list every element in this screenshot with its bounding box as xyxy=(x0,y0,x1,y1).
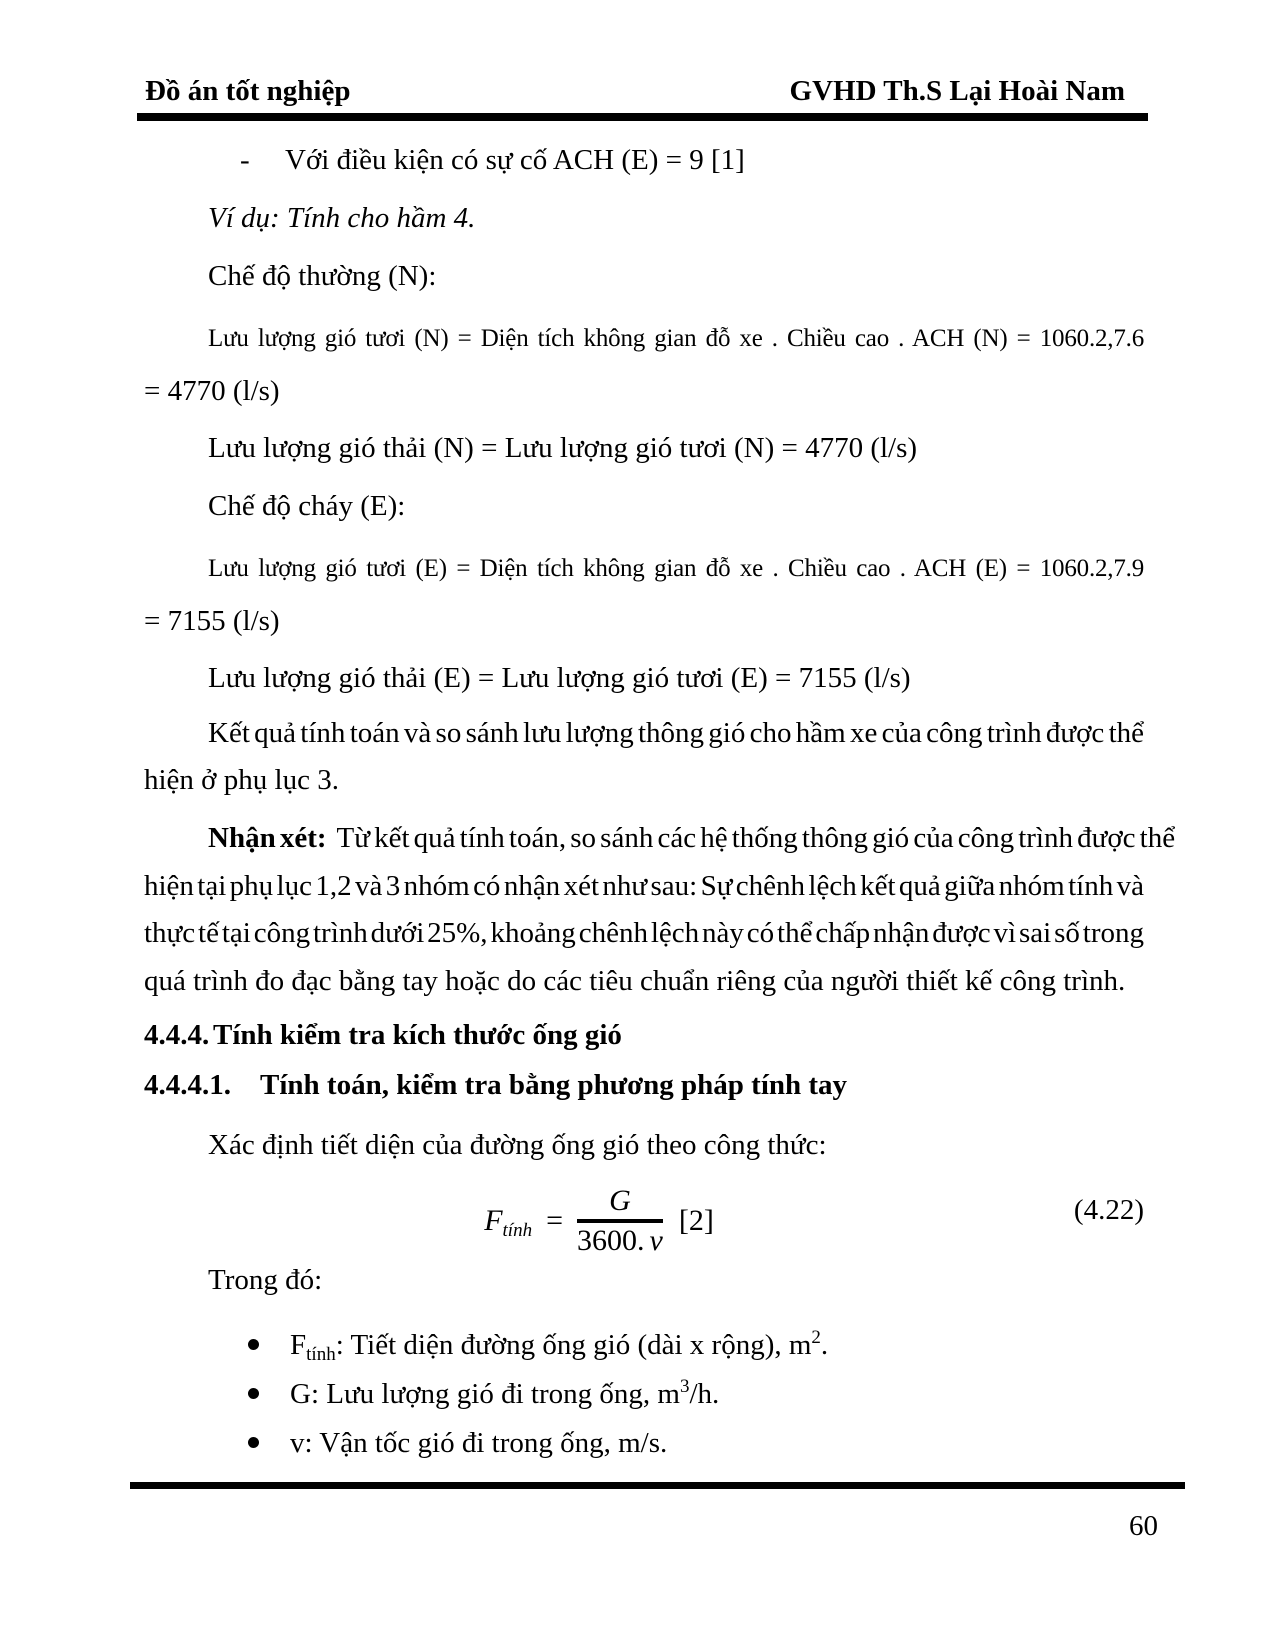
bullet-0-pre: F xyxy=(290,1329,307,1361)
exhaust-air-n-line: Lưu lượng gió thải (N) = Lưu lượng gió tươi (N) = 4770 (l/s) xyxy=(208,432,918,464)
formula-fraction xyxy=(577,1185,663,1257)
bullet-item-f-tinh xyxy=(144,1327,1144,1365)
formula-intro-line: Xác định tiết diện của đường ống gió theo công thức: xyxy=(208,1129,827,1161)
remark-paragraph-line2: hiện tại phụ lục 1,2 và 3 nhóm có nhận xét như sau: Sự chênh lệch kết quả giữa nhóm tính và xyxy=(144,870,1144,902)
page-content xyxy=(144,0,1176,1650)
formula-numerator: G xyxy=(609,1184,631,1217)
header-right-supervisor: GVHD Th.S Lại Hoài Nam xyxy=(789,75,1125,107)
bullet-0-sub: tính xyxy=(306,1344,336,1365)
fresh-air-e-line1: Lưu lượng gió tươi (E) = Diện tích không gian đỗ xe . Chiều cao . ACH (E) = 1060.2,7.9 xyxy=(208,555,1144,582)
remark-paragraph-line1 xyxy=(144,821,1176,855)
formula-lhs-subscript: tính xyxy=(502,1220,533,1241)
example-line: Ví dụ: Tính cho hầm 4. xyxy=(208,202,476,234)
formula-equals-sign: = xyxy=(546,1204,563,1237)
bullet-dot-icon xyxy=(248,1388,259,1399)
condition-line xyxy=(144,143,1144,177)
duct-area-formula xyxy=(99,1185,1099,1257)
remark-paragraph-line4: quá trình đo đạc bằng tay hoặc do các tiêu chuẩn riêng của người thiết kế công trình. xyxy=(144,965,1126,997)
bullet-1-sup: 3 xyxy=(679,1376,690,1397)
bullet-text xyxy=(144,1426,1144,1460)
bullet-dot-icon xyxy=(248,1339,259,1350)
header-left-title: Đồ án tốt nghiệp xyxy=(145,75,351,107)
bullet-item-g xyxy=(144,1377,1144,1411)
bullet-0-sup: 2 xyxy=(811,1327,821,1348)
remark-text-line1: Từ kết quả tính toán, so sánh các hệ thống thông gió của công trình được thể xyxy=(336,822,1176,854)
heading-4-4-4-number: 4.4.4. xyxy=(144,1019,210,1051)
fresh-air-e-line2: = 7155 (l/s) xyxy=(144,605,280,637)
fresh-air-n-line2: = 4770 (l/s) xyxy=(144,375,280,407)
bullet-0-mid: : Tiết diện đường ống gió (dài x rộng), m xyxy=(335,1329,812,1361)
denominator-variable: v xyxy=(649,1224,663,1257)
where-label-line: Trong đó: xyxy=(208,1264,323,1296)
result-paragraph-line1: Kết quả tính toán và so sánh lưu lượng thông gió cho hầm xe của công trình được thể xyxy=(208,717,1144,749)
heading-4-4-4 xyxy=(144,1018,1144,1052)
result-paragraph-line2: hiện ở phụ lục 3. xyxy=(144,764,339,796)
heading-4-4-4-1 xyxy=(144,1068,1144,1102)
fresh-air-n-line1: Lưu lượng gió tươi (N) = Diện tích không gian đỗ xe . Chiều cao . ACH (N) = 1060.2,7.6 xyxy=(208,325,1144,352)
remark-label: Nhận xét: xyxy=(208,822,327,854)
heading-4-4-4-1-number: 4.4.4.1. xyxy=(144,1069,231,1101)
formula-lhs-symbol: F xyxy=(484,1204,503,1237)
bullet-dot-icon xyxy=(248,1437,259,1448)
bullet-text xyxy=(144,1327,1144,1365)
mode-normal-line: Chế độ thường (N): xyxy=(208,260,437,292)
bullet-1-post: /h. xyxy=(689,1378,720,1410)
condition-text: Với điều kiện có sự cố ACH (E) = 9 [1] xyxy=(285,144,745,176)
formula-lhs xyxy=(484,1204,533,1241)
page-number: 60 xyxy=(1129,1510,1158,1542)
heading-4-4-4-1-text: Tính toán, kiểm tra bằng phương pháp tính tay xyxy=(260,1069,848,1101)
denominator-coefficient: 3600. xyxy=(577,1224,645,1257)
bullet-item-v xyxy=(144,1426,1144,1460)
bullet-text xyxy=(144,1377,1144,1411)
dash-bullet-marker: - xyxy=(240,144,250,176)
mode-fire-line: Chế độ cháy (E): xyxy=(208,490,406,522)
heading-4-4-4-text: Tính kiểm tra kích thước ống gió xyxy=(213,1019,622,1051)
formula-denominator xyxy=(577,1225,663,1257)
bullet-0-post: . xyxy=(820,1329,829,1361)
fraction-bar xyxy=(577,1219,663,1223)
remark-paragraph-line3: thực tế tại công trình dưới 25%, khoảng chênh lệch này có thể chấp nhận được vì sai số trong xyxy=(144,917,1144,949)
equation-number: (4.22) xyxy=(1073,1194,1144,1226)
footer-rule xyxy=(130,1482,1185,1489)
exhaust-air-e-line: Lưu lượng gió thải (E) = Lưu lượng gió tươi (E) = 7155 (l/s) xyxy=(208,662,911,694)
formula-citation: [2] xyxy=(678,1204,714,1237)
bullet-1-pre: G: Lưu lượng gió đi trong ống, m xyxy=(290,1378,680,1410)
bullet-2-pre: v: Vận tốc gió đi trong ống, m/s. xyxy=(290,1427,668,1459)
